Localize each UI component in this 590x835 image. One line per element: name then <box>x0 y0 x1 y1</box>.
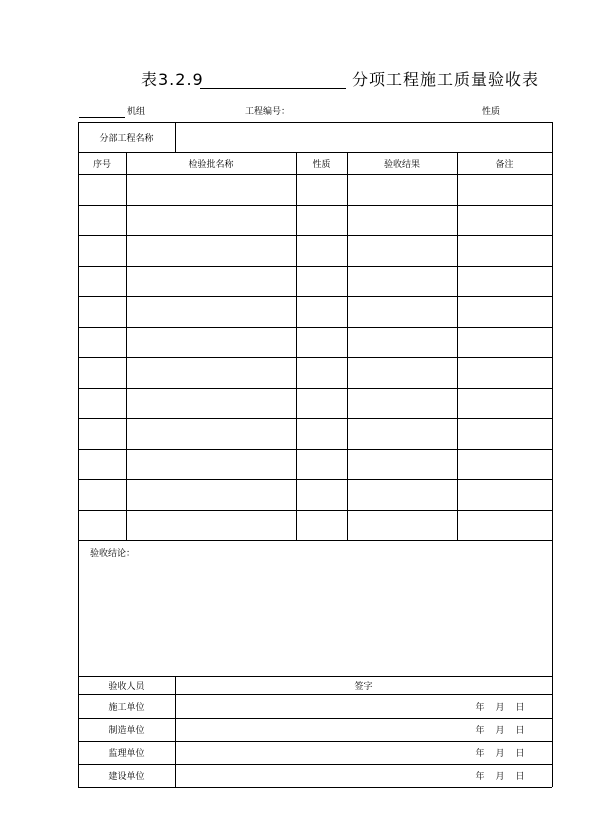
table-cell <box>296 296 347 327</box>
table-cell <box>296 205 347 236</box>
table-cell <box>78 418 126 449</box>
form-title <box>0 68 590 92</box>
signatory-unit: 建设单位 <box>108 772 145 782</box>
table-cell <box>78 296 126 327</box>
table-cell <box>347 327 457 358</box>
table-cell <box>296 479 347 510</box>
date-year-label: 年 <box>475 702 485 713</box>
table-cell <box>457 510 552 541</box>
table-cell <box>457 266 552 297</box>
date-month-label: 月 <box>495 772 505 782</box>
title-blank-line <box>200 88 346 89</box>
date-year-label: 年 <box>475 726 485 736</box>
table-cell <box>78 327 126 358</box>
table-cell <box>347 235 457 266</box>
table-bottom-border <box>78 787 552 788</box>
conclusion-label: 验收结论： <box>90 549 136 559</box>
date-year-label: 年 <box>475 772 485 782</box>
unit-blank-line <box>79 117 125 118</box>
table-cell <box>126 296 296 327</box>
table-cell <box>457 388 552 419</box>
table-cell <box>347 388 457 419</box>
table-cell <box>347 266 457 297</box>
table-cell <box>457 418 552 449</box>
table-cell <box>126 418 296 449</box>
date-day-label: 日 <box>515 749 525 759</box>
table-cell <box>78 357 126 388</box>
date-month-label: 月 <box>495 749 505 759</box>
signatory-unit: 制造单位 <box>108 726 145 736</box>
table-cell <box>457 449 552 480</box>
table-cell <box>126 266 296 297</box>
table-cell <box>347 296 457 327</box>
table-cell <box>457 327 552 358</box>
table-cell <box>457 296 552 327</box>
table-cell <box>126 235 296 266</box>
table-cell <box>126 357 296 388</box>
table-cell <box>347 205 457 236</box>
unit-label: 机组 <box>127 107 146 117</box>
table-cell <box>78 510 126 541</box>
table-cell <box>296 327 347 358</box>
table-cell <box>78 266 126 297</box>
table-cell <box>457 174 552 205</box>
table-cell <box>347 479 457 510</box>
table-cell <box>126 327 296 358</box>
table-cell <box>78 388 126 419</box>
table-cell <box>126 388 296 419</box>
table-cell <box>126 205 296 236</box>
title-suffix: 分项工程施工质量验收表 <box>352 70 540 89</box>
table-cell <box>296 235 347 266</box>
table-cell <box>296 510 347 541</box>
column-header: 验收结果 <box>383 159 420 170</box>
table-cell <box>296 449 347 480</box>
signatory-unit: 施工单位 <box>108 702 145 713</box>
table-cell <box>347 357 457 388</box>
title-prefix: 表3.2.9 <box>141 70 204 89</box>
nature-label: 性质 <box>482 107 501 117</box>
table-cell <box>296 418 347 449</box>
date-day-label: 日 <box>515 772 525 782</box>
table-cell <box>457 357 552 388</box>
column-header: 性质 <box>312 159 331 170</box>
project-no-label: 工程编号： <box>245 107 291 117</box>
table-cell <box>347 449 457 480</box>
table-cell <box>126 449 296 480</box>
table-cell <box>126 479 296 510</box>
table-cell <box>296 388 347 419</box>
personnel-header: 验收人员 <box>108 681 145 692</box>
column-header: 序号 <box>92 159 111 170</box>
table-cell <box>347 174 457 205</box>
table-cell <box>126 510 296 541</box>
table-cell <box>347 510 457 541</box>
table-cell <box>347 418 457 449</box>
table-cell <box>296 174 347 205</box>
column-header: 备注 <box>495 159 514 170</box>
date-day-label: 日 <box>515 726 525 736</box>
date-month-label: 月 <box>495 702 505 713</box>
table-cell <box>78 479 126 510</box>
table-cell <box>457 235 552 266</box>
table-cell <box>126 174 296 205</box>
table-cell <box>78 449 126 480</box>
table-cell <box>296 357 347 388</box>
table-cell <box>457 479 552 510</box>
division-name-label: 分部工程名称 <box>99 133 154 144</box>
table-cell <box>296 266 347 297</box>
date-year-label: 年 <box>475 749 485 759</box>
table-cell <box>78 174 126 205</box>
table-right-border <box>552 122 553 787</box>
date-day-label: 日 <box>515 702 525 713</box>
signature-header: 签字 <box>354 681 373 692</box>
table-cell <box>78 205 126 236</box>
table-cell <box>457 205 552 236</box>
column-header: 检验批名称 <box>188 159 234 170</box>
signatory-unit: 监理单位 <box>108 749 145 759</box>
division-name-value <box>175 122 552 152</box>
date-month-label: 月 <box>495 726 505 736</box>
table-cell <box>78 235 126 266</box>
